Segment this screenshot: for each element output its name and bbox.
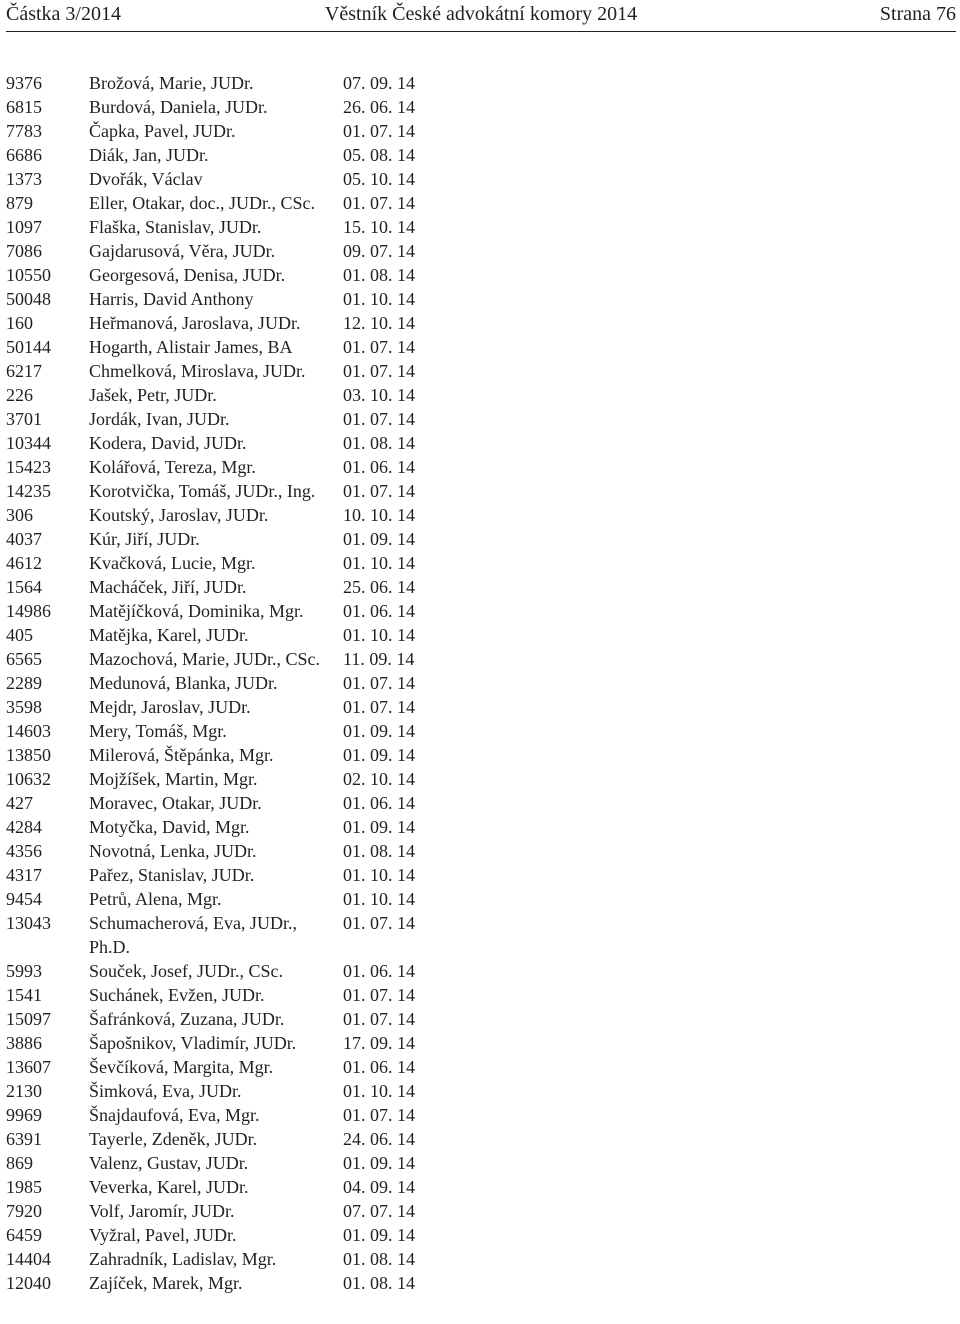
entry-date: 01. 10. 14 xyxy=(343,625,415,645)
entry-date: 01. 10. 14 xyxy=(343,1081,415,1101)
entry-number: 13043 xyxy=(6,913,51,933)
entry-number: 3598 xyxy=(6,697,42,717)
entry-number: 6391 xyxy=(6,1129,42,1149)
page-header xyxy=(6,2,956,28)
list-item xyxy=(6,239,436,263)
list-item xyxy=(6,623,436,647)
entry-date: 01. 07. 14 xyxy=(343,673,415,693)
entry-date: 01. 09. 14 xyxy=(343,1153,415,1173)
list-item xyxy=(6,1175,436,1199)
list-item xyxy=(6,959,436,983)
entry-name: Vyžral, Pavel, JUDr. xyxy=(89,1225,237,1245)
entry-name: Zahradník, Ladislav, Mgr. xyxy=(89,1249,277,1269)
entry-number: 13607 xyxy=(6,1057,51,1077)
entry-name: Milerová, Štěpánka, Mgr. xyxy=(89,745,274,765)
entry-date: 01. 09. 14 xyxy=(343,529,415,549)
entry-date: 01. 06. 14 xyxy=(343,1057,415,1077)
list-item xyxy=(6,743,436,767)
entry-number: 160 xyxy=(6,313,33,333)
entry-number: 306 xyxy=(6,505,33,525)
page-number: Strana 76 xyxy=(879,3,956,25)
entry-name: Macháček, Jiří, JUDr. xyxy=(89,577,247,597)
entry-date: 01. 07. 14 xyxy=(343,1009,415,1029)
list-item xyxy=(6,359,436,383)
entry-number: 427 xyxy=(6,793,33,813)
entry-name: Schumacherová, Eva, JUDr., Ph.D. xyxy=(89,913,297,957)
entry-name: Harris, David Anthony xyxy=(89,289,254,309)
entry-date: 07. 07. 14 xyxy=(343,1201,415,1221)
entry-date: 12. 10. 14 xyxy=(343,313,415,333)
entry-name: Jašek, Petr, JUDr. xyxy=(89,385,217,405)
entry-date: 05. 08. 14 xyxy=(343,145,415,165)
list-item xyxy=(6,311,436,335)
entry-number: 4356 xyxy=(6,841,42,861)
list-item xyxy=(6,119,436,143)
entry-name: Matějíčková, Dominika, Mgr. xyxy=(89,601,304,621)
list-item xyxy=(6,335,436,359)
entry-date: 01. 08. 14 xyxy=(343,433,415,453)
entry-number: 10550 xyxy=(6,265,51,285)
entry-date: 09. 07. 14 xyxy=(343,241,415,261)
entry-name: Šnajdaufová, Eva, Mgr. xyxy=(89,1105,260,1125)
entry-name: Flaška, Stanislav, JUDr. xyxy=(89,217,262,237)
entry-number: 5993 xyxy=(6,961,42,981)
list-item xyxy=(6,887,436,911)
entry-date: 01. 08. 14 xyxy=(343,265,415,285)
entry-number: 6217 xyxy=(6,361,42,381)
entry-name: Kúr, Jiří, JUDr. xyxy=(89,529,200,549)
entry-name: Hogarth, Alistair James, BA xyxy=(89,337,293,357)
list-item xyxy=(6,719,436,743)
entry-name: Heřmanová, Jaroslava, JUDr. xyxy=(89,313,301,333)
entry-name: Tayerle, Zdeněk, JUDr. xyxy=(89,1129,258,1149)
entry-name: Koutský, Jaroslav, JUDr. xyxy=(89,505,269,525)
list-item xyxy=(6,1055,436,1079)
entry-number: 3701 xyxy=(6,409,42,429)
list-item xyxy=(6,1271,436,1295)
entry-name: Volf, Jaromír, JUDr. xyxy=(89,1201,235,1221)
list-item xyxy=(6,599,436,623)
entry-date: 24. 06. 14 xyxy=(343,1129,415,1149)
entry-name: Mejdr, Jaroslav, JUDr. xyxy=(89,697,251,717)
list-item xyxy=(6,1223,436,1247)
entry-number: 14603 xyxy=(6,721,51,741)
entry-name: Jordák, Ivan, JUDr. xyxy=(89,409,230,429)
entry-name: Valenz, Gustav, JUDr. xyxy=(89,1153,249,1173)
entry-name: Georgesová, Denisa, JUDr. xyxy=(89,265,286,285)
entry-number: 50144 xyxy=(6,337,51,357)
entry-name: Brožová, Marie, JUDr. xyxy=(89,73,254,93)
entry-date: 01. 06. 14 xyxy=(343,961,415,981)
entry-name: Korotvička, Tomáš, JUDr., Ing. xyxy=(89,481,316,501)
entry-date: 01. 10. 14 xyxy=(343,889,415,909)
list-item xyxy=(6,695,436,719)
entry-number: 4612 xyxy=(6,553,42,573)
entry-number: 226 xyxy=(6,385,33,405)
entry-name: Šapošnikov, Vladimír, JUDr. xyxy=(89,1033,297,1053)
entry-date: 01. 07. 14 xyxy=(343,1105,415,1125)
entry-number: 879 xyxy=(6,193,33,213)
list-item xyxy=(6,575,436,599)
entry-date: 11. 09. 14 xyxy=(343,649,415,669)
entry-number: 2130 xyxy=(6,1081,42,1101)
entry-date: 01. 10. 14 xyxy=(343,553,415,573)
entry-number: 13850 xyxy=(6,745,51,765)
list-item xyxy=(6,431,436,455)
entry-number: 12040 xyxy=(6,1273,51,1293)
entry-number: 1373 xyxy=(6,169,42,189)
entry-name: Pařez, Stanislav, JUDr. xyxy=(89,865,255,885)
list-item xyxy=(6,1151,436,1175)
entry-date: 01. 09. 14 xyxy=(343,721,415,741)
list-item xyxy=(6,167,436,191)
entry-name: Petrů, Alena, Mgr. xyxy=(89,889,222,909)
list-item xyxy=(6,503,436,527)
entry-date: 07. 09. 14 xyxy=(343,73,415,93)
list-item xyxy=(6,455,436,479)
entry-date: 01. 07. 14 xyxy=(343,697,415,717)
entry-date: 01. 07. 14 xyxy=(343,985,415,1005)
entry-name: Mojžíšek, Martin, Mgr. xyxy=(89,769,258,789)
list-item xyxy=(6,1031,436,1055)
entry-number: 4317 xyxy=(6,865,42,885)
entry-number: 1985 xyxy=(6,1177,42,1197)
entry-date: 01. 09. 14 xyxy=(343,1225,415,1245)
entry-date: 01. 07. 14 xyxy=(343,361,415,381)
entry-name: Moravec, Otakar, JUDr. xyxy=(89,793,262,813)
list-item xyxy=(6,71,436,95)
entry-name: Šimková, Eva, JUDr. xyxy=(89,1081,242,1101)
entry-date: 01. 08. 14 xyxy=(343,1249,415,1269)
list-item xyxy=(6,407,436,431)
entry-number: 2289 xyxy=(6,673,42,693)
entry-name: Mery, Tomáš, Mgr. xyxy=(89,721,227,741)
entry-name: Mazochová, Marie, JUDr., CSc. xyxy=(89,649,320,669)
list-item xyxy=(6,863,436,887)
entry-name: Souček, Josef, JUDr., CSc. xyxy=(89,961,283,981)
entry-number: 9376 xyxy=(6,73,42,93)
entry-name: Gajdarusová, Věra, JUDr. xyxy=(89,241,276,261)
entry-date: 01. 07. 14 xyxy=(343,409,415,429)
entry-name: Burdová, Daniela, JUDr. xyxy=(89,97,268,117)
entry-number: 6459 xyxy=(6,1225,42,1245)
entry-number: 7920 xyxy=(6,1201,42,1221)
entry-number: 7086 xyxy=(6,241,42,261)
entry-number: 6565 xyxy=(6,649,42,669)
entry-date: 15. 10. 14 xyxy=(343,217,415,237)
entry-number: 1541 xyxy=(6,985,42,1005)
entry-date: 25. 06. 14 xyxy=(343,577,415,597)
list-item xyxy=(6,527,436,551)
entry-name: Eller, Otakar, doc., JUDr., CSc. xyxy=(89,193,316,213)
entry-number: 15423 xyxy=(6,457,51,477)
entry-date: 05. 10. 14 xyxy=(343,169,415,189)
list-item xyxy=(6,1199,436,1223)
entry-date: 01. 10. 14 xyxy=(343,865,415,885)
entry-date: 17. 09. 14 xyxy=(343,1033,415,1053)
entry-number: 4284 xyxy=(6,817,42,837)
list-item xyxy=(6,1103,436,1127)
entry-number: 10344 xyxy=(6,433,51,453)
entry-list xyxy=(6,71,436,1295)
list-item xyxy=(6,1247,436,1271)
entry-name: Čapka, Pavel, JUDr. xyxy=(89,121,236,141)
entry-name: Chmelková, Miroslava, JUDr. xyxy=(89,361,306,381)
list-item xyxy=(6,791,436,815)
list-item xyxy=(6,95,436,119)
entry-date: 01. 08. 14 xyxy=(343,1273,415,1293)
entry-date: 02. 10. 14 xyxy=(343,769,415,789)
entry-date: 01. 07. 14 xyxy=(343,193,415,213)
list-item xyxy=(6,671,436,695)
entry-number: 405 xyxy=(6,625,33,645)
list-item xyxy=(6,1007,436,1031)
issue-number: Částka 3/2014 xyxy=(6,3,121,25)
header-divider xyxy=(6,31,956,32)
list-item xyxy=(6,191,436,215)
list-item xyxy=(6,839,436,863)
entry-number: 15097 xyxy=(6,1009,51,1029)
entry-name: Diák, Jan, JUDr. xyxy=(89,145,209,165)
list-item xyxy=(6,143,436,167)
entry-date: 01. 07. 14 xyxy=(343,121,415,141)
entry-number: 9454 xyxy=(6,889,42,909)
entry-name: Medunová, Blanka, JUDr. xyxy=(89,673,278,693)
entry-date: 01. 06. 14 xyxy=(343,793,415,813)
entry-date: 26. 06. 14 xyxy=(343,97,415,117)
entry-number: 14986 xyxy=(6,601,51,621)
entry-date: 01. 07. 14 xyxy=(343,337,415,357)
entry-number: 6815 xyxy=(6,97,42,117)
entry-number: 50048 xyxy=(6,289,51,309)
entry-name: Ševčíková, Margita, Mgr. xyxy=(89,1057,274,1077)
list-item xyxy=(6,815,436,839)
entry-date: 01. 10. 14 xyxy=(343,289,415,309)
entry-date: 01. 08. 14 xyxy=(343,841,415,861)
entry-date: 01. 07. 14 xyxy=(343,481,415,501)
list-item xyxy=(6,551,436,575)
entry-date: 10. 10. 14 xyxy=(343,505,415,525)
entry-number: 4037 xyxy=(6,529,42,549)
entry-name: Kodera, David, JUDr. xyxy=(89,433,247,453)
entry-number: 10632 xyxy=(6,769,51,789)
list-item xyxy=(6,983,436,1007)
list-item xyxy=(6,215,436,239)
list-item xyxy=(6,1079,436,1103)
list-item xyxy=(6,287,436,311)
list-item xyxy=(6,1127,436,1151)
entry-name: Kolářová, Tereza, Mgr. xyxy=(89,457,256,477)
list-item xyxy=(6,383,436,407)
entry-number: 869 xyxy=(6,1153,33,1173)
entry-date: 04. 09. 14 xyxy=(343,1177,415,1197)
entry-number: 7783 xyxy=(6,121,42,141)
list-item xyxy=(6,911,436,959)
entry-number: 6686 xyxy=(6,145,42,165)
entry-name: Novotná, Lenka, JUDr. xyxy=(89,841,257,861)
journal-title: Věstník České advokátní komory 2014 xyxy=(324,3,638,25)
entry-number: 1564 xyxy=(6,577,42,597)
entry-number: 14404 xyxy=(6,1249,51,1269)
entry-date: 01. 09. 14 xyxy=(343,745,415,765)
entry-number: 3886 xyxy=(6,1033,42,1053)
entry-name: Veverka, Karel, JUDr. xyxy=(89,1177,249,1197)
entry-date: 01. 07. 14 xyxy=(343,913,415,933)
entry-name: Motyčka, David, Mgr. xyxy=(89,817,250,837)
entry-name: Zajíček, Marek, Mgr. xyxy=(89,1273,243,1293)
entry-name: Dvořák, Václav xyxy=(89,169,203,189)
entry-number: 14235 xyxy=(6,481,51,501)
entry-name: Matějka, Karel, JUDr. xyxy=(89,625,249,645)
list-item xyxy=(6,647,436,671)
entry-name: Šafránková, Zuzana, JUDr. xyxy=(89,1009,285,1029)
entry-date: 01. 09. 14 xyxy=(343,817,415,837)
entry-date: 01. 06. 14 xyxy=(343,457,415,477)
list-item xyxy=(6,479,436,503)
entry-name: Kvačková, Lucie, Mgr. xyxy=(89,553,256,573)
entry-name: Suchánek, Evžen, JUDr. xyxy=(89,985,265,1005)
entry-number: 9969 xyxy=(6,1105,42,1125)
entry-number: 1097 xyxy=(6,217,42,237)
entry-date: 01. 06. 14 xyxy=(343,601,415,621)
entry-date: 03. 10. 14 xyxy=(343,385,415,405)
list-item xyxy=(6,767,436,791)
list-item xyxy=(6,263,436,287)
